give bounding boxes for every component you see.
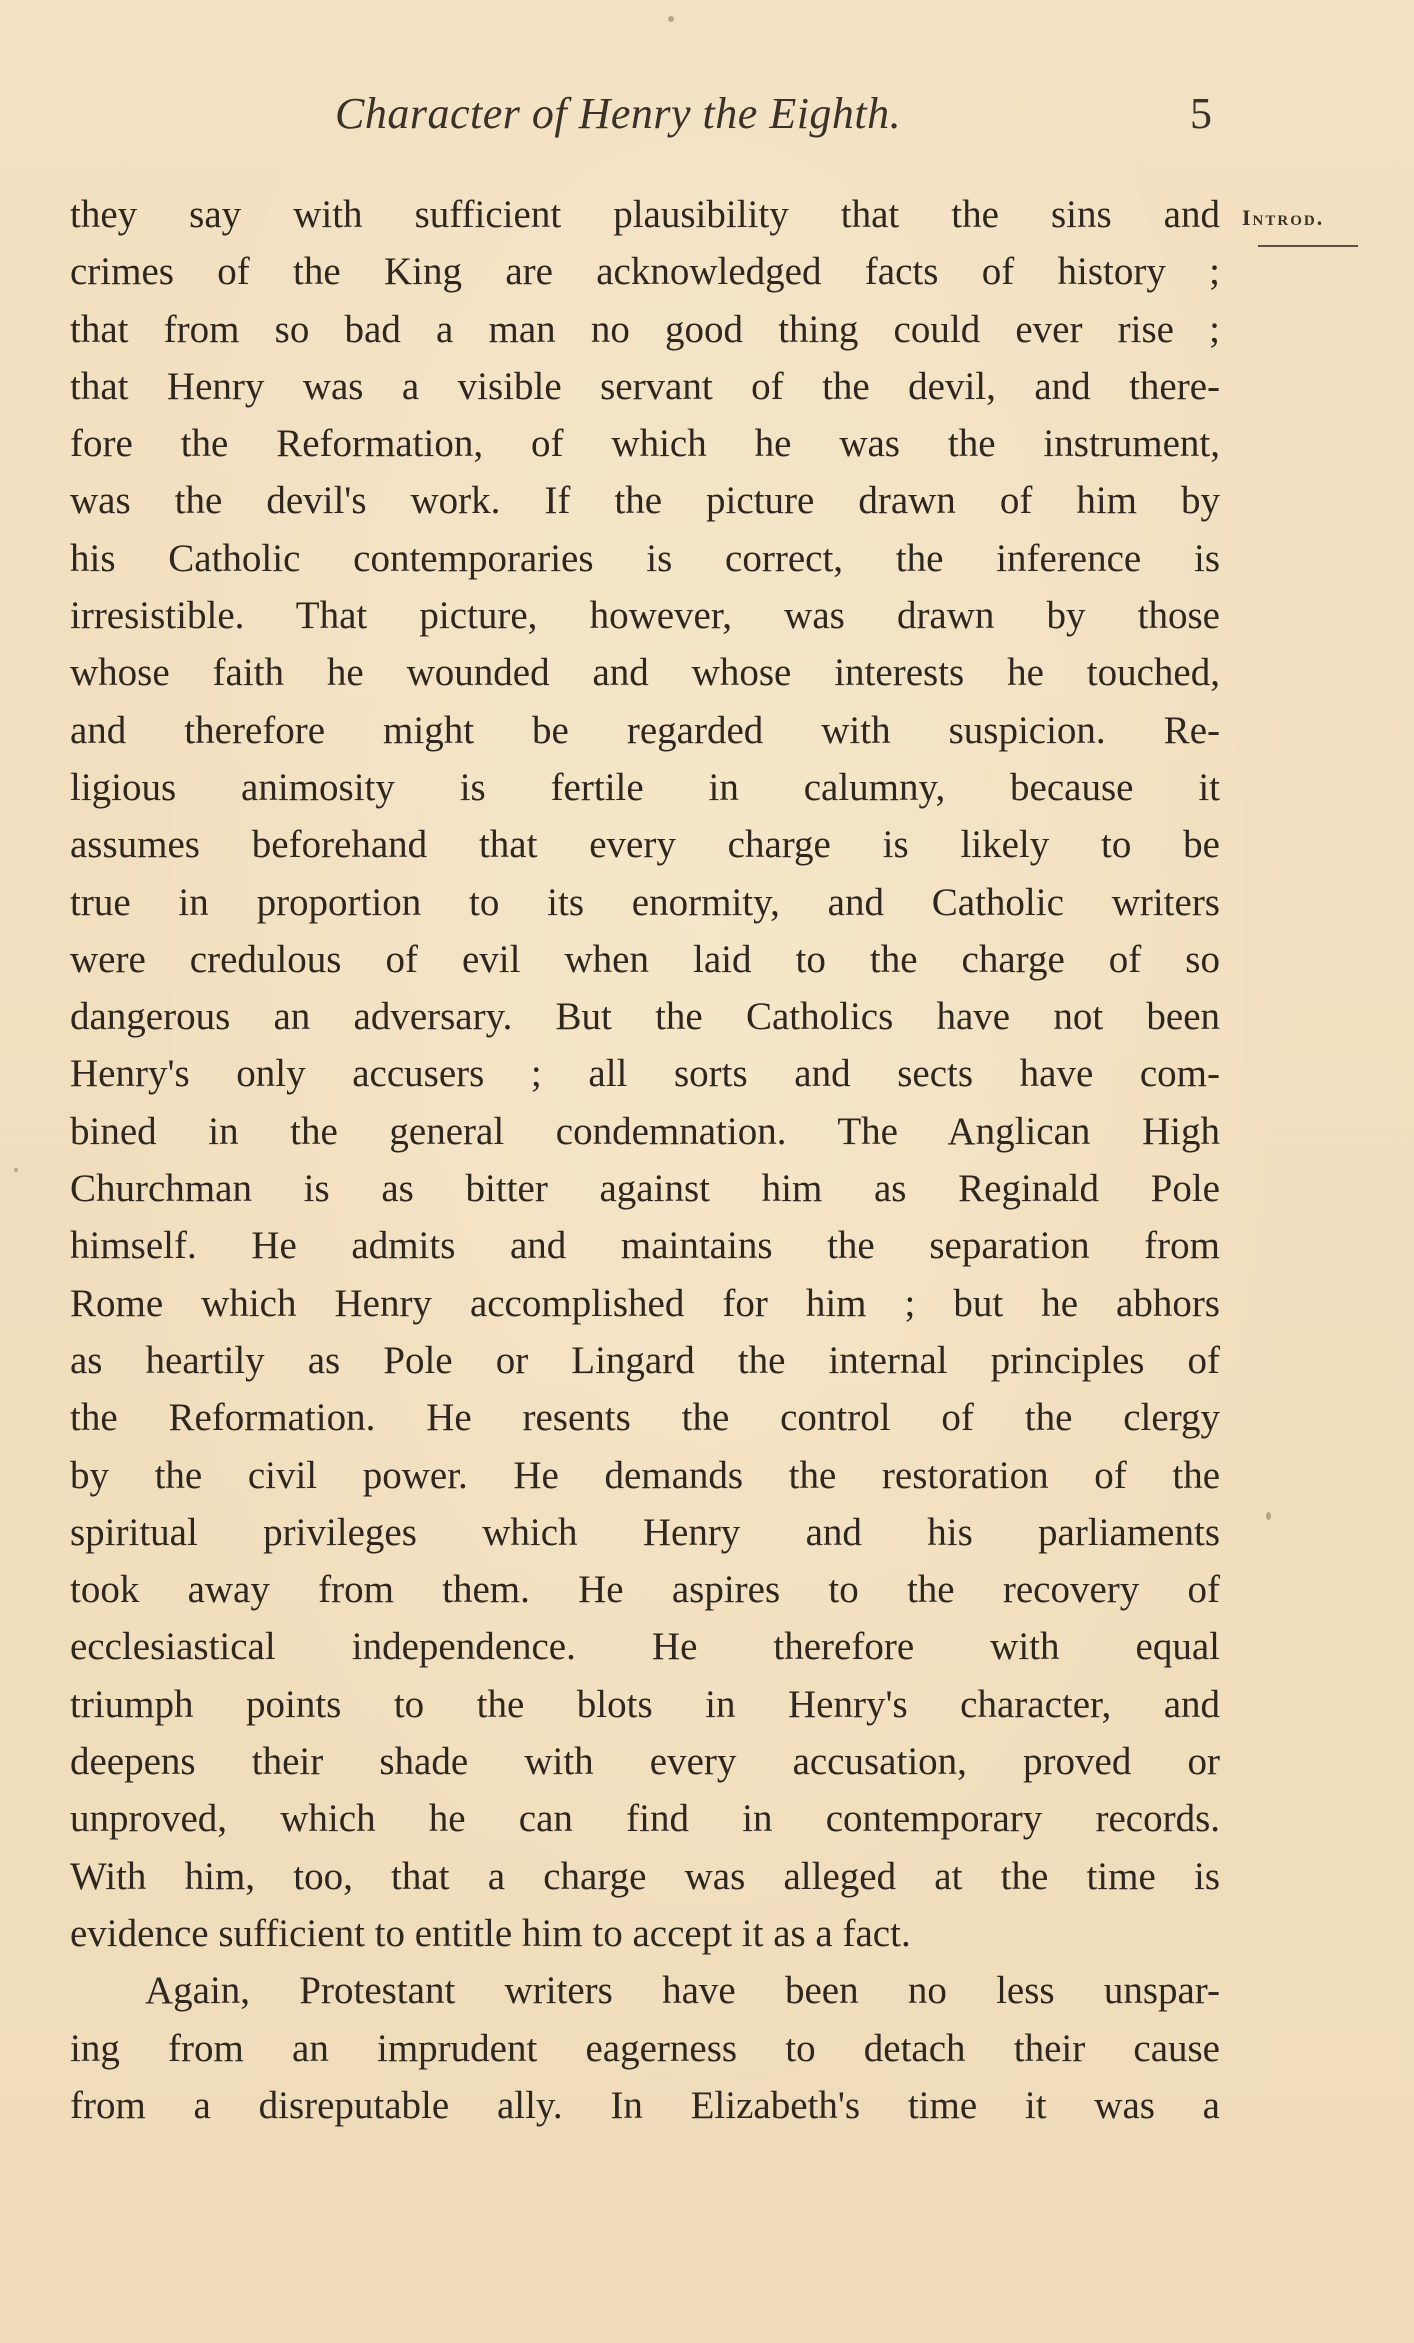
text-line: the Reformation. He resents the control of the clergy xyxy=(70,1396,1220,1440)
running-title: Character of Henry the Eighth. xyxy=(335,89,902,138)
text-line: dangerous an adversary. But the Catholics have not been xyxy=(70,995,1220,1039)
paper-speck xyxy=(1266,1512,1271,1520)
text-line: whose faith he wounded and whose interests he touched, xyxy=(70,651,1220,695)
text-line: ligious animosity is fertile in calumny, because it xyxy=(70,765,1220,809)
text-line: as heartily as Pole or Lingard the internal principles of xyxy=(70,1338,1220,1382)
paper-speck xyxy=(14,1168,18,1172)
running-header xyxy=(70,88,1220,148)
text-line: bined in the general condemnation. The Anglican High xyxy=(70,1109,1220,1153)
text-line: was the devil's work. If the picture drawn of him by xyxy=(70,479,1220,523)
text-line: irresistible. That picture, however, was drawn by those xyxy=(70,594,1220,638)
text-line: and therefore might be regarded with suspicion. Re- xyxy=(70,708,1220,752)
text-line: deepens their shade with every accusation, proved or xyxy=(70,1740,1220,1784)
paragraph-end-line: evidence sufficient to entitle him to accept it as a fact. xyxy=(70,1911,911,1955)
text-line: With him, too, that a charge was alleged at the time is xyxy=(70,1854,1220,1898)
text-line: ecclesiastical independence. He therefore with equal xyxy=(70,1625,1220,1669)
margin-rule xyxy=(1258,245,1358,247)
paragraph-start-line: Again, Protestant writers have been no less unspar- xyxy=(145,1969,1220,2013)
text-line: Henry's only accusers ; all sorts and sects have com- xyxy=(70,1052,1220,1096)
text-line: they say with sufficient plausibility that the sins and xyxy=(70,193,1220,236)
text-line: Rome which Henry accomplished for him ; but he abhors xyxy=(70,1281,1220,1325)
body-text xyxy=(70,186,1220,2134)
text-line: by the civil power. He demands the restoration of the xyxy=(70,1453,1220,1497)
text-line: true in proportion to its enormity, and Catholic writers xyxy=(70,880,1220,924)
text-line: triumph points to the blots in Henry's character, and xyxy=(70,1682,1220,1726)
text-line: from a disreputable ally. In Elizabeth's time it was a xyxy=(70,2083,1220,2127)
text-line: assumes beforehand that every charge is likely to be xyxy=(70,823,1220,867)
page-number: 5 xyxy=(1190,89,1212,138)
text-line: were credulous of evil when laid to the charge of so xyxy=(70,937,1220,981)
paper-speck xyxy=(668,16,674,22)
text-line: that Henry was a visible servant of the devil, and there- xyxy=(70,364,1220,408)
text-line: Churchman is as bitter against him as Reginald Pole xyxy=(70,1167,1220,1211)
text-line: himself. He admits and maintains the separation from xyxy=(70,1224,1220,1268)
text-line: crimes of the King are acknowledged facts of history ; xyxy=(70,250,1220,294)
text-line: took away from them. He aspires to the recovery of xyxy=(70,1568,1220,1612)
text-line: his Catholic contemporaries is correct, the inference is xyxy=(70,536,1220,580)
text-line: ing from an imprudent eagerness to detach their cause xyxy=(70,2026,1220,2070)
text-line: spiritual privileges which Henry and his parliaments xyxy=(70,1510,1220,1554)
text-line: that from so bad a man no good thing could ever rise ; xyxy=(70,307,1220,351)
text-line: fore the Reformation, of which he was the instrument, xyxy=(70,422,1220,466)
margin-label: Introd. xyxy=(1242,205,1325,230)
text-line: unproved, which he can find in contemporary records. xyxy=(70,1797,1220,1841)
margin-note xyxy=(1242,205,1377,247)
